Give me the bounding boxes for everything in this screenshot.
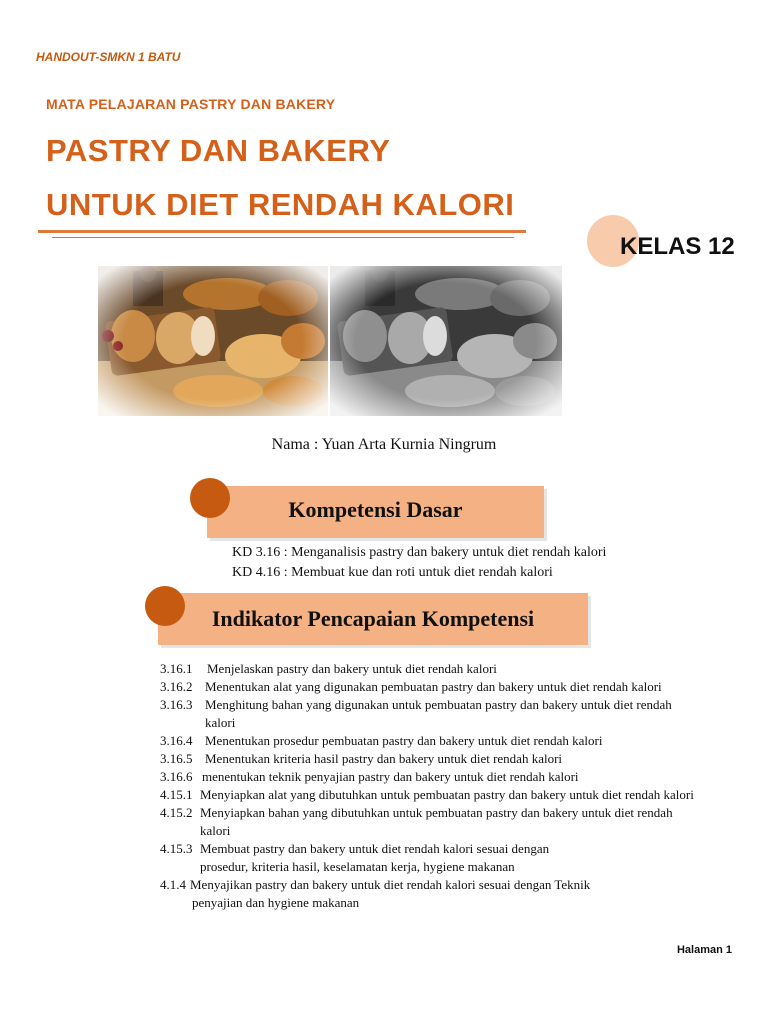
pastry-photo-grayscale: [330, 266, 562, 416]
ipk-heading: Indikator Pencapaian Kompetensi: [211, 606, 535, 631]
indicator-text: Menghitung bahan yang digunakan untuk pembuatan pastry dan bakery untuk diet rendah: [205, 697, 672, 712]
indicator-text: Menentukan prosedur pembuatan pastry dan bakery untuk diet rendah kalori: [205, 733, 603, 748]
indicator-number: 3.16.1: [160, 661, 193, 676]
indicator-item: [160, 678, 662, 696]
indicator-item: [160, 804, 673, 822]
indicator-continuation: prosedur, kriteria hasil, keselamatan kerja, hygiene makanan: [200, 859, 515, 874]
title-underline-thin: [52, 237, 514, 238]
kd-item: KD 3.16 : Menganalisis pastry dan bakery untuk diet rendah kalori: [232, 545, 607, 560]
indicator-number: 4.15.3: [160, 841, 193, 856]
indicator-continuation: penyajian dan hygiene makanan: [192, 895, 360, 910]
indicator-text: Menjelaskan pastry dan bakery untuk diet rendah kalori: [207, 661, 497, 676]
indicator-item: [160, 732, 602, 750]
indicator-item: [160, 660, 497, 678]
kd-item: KD 4.16 : Membuat kue dan roti untuk diet rendah kalori: [232, 565, 553, 580]
indicator-number: 3.16.3: [160, 697, 193, 712]
indicator-item: [160, 840, 549, 858]
indicator-number: 4.1.4: [160, 877, 186, 892]
indicator-item: [160, 750, 562, 768]
indicator-number: 4.15.1: [160, 787, 193, 802]
indicator-text: Membuat pastry dan bakery untuk diet rendah kalori sesuai dengan: [200, 841, 550, 856]
indicator-item: [160, 786, 694, 804]
subject-heading: MATA PELAJARAN PASTRY DAN BAKERY: [46, 96, 336, 112]
indicator-number: 3.16.4: [160, 733, 193, 748]
grade-label: KELAS 12: [620, 233, 735, 260]
indicator-text: menentukan teknik penyajian pastry dan bakery untuk diet rendah kalori: [202, 769, 579, 784]
indicator-number: 4.15.2: [160, 805, 193, 820]
indicator-text: Menyajikan pastry dan bakery untuk diet rendah kalori sesuai dengan Teknik: [190, 877, 591, 892]
indicator-number: 3.16.6: [160, 769, 193, 784]
indicator-text: Menyiapkan alat yang dibutuhkan untuk pembuatan pastry dan bakery untuk diet rendah kalori: [200, 787, 694, 802]
indicator-text: Menentukan alat yang digunakan pembuatan pastry dan bakery untuk diet rendah kalori: [205, 679, 662, 694]
indicator-continuation: kalori: [205, 715, 236, 730]
indicator-text: Menentukan kriteria hasil pastry dan bakery untuk diet rendah kalori: [205, 751, 563, 766]
indicator-item: [160, 696, 672, 714]
pastry-photo-color: [98, 266, 328, 416]
student-name: Nama : Yuan Arta Kurnia Ningrum: [271, 436, 497, 453]
title-line-2: UNTUK DIET RENDAH KALORI: [46, 187, 515, 222]
indicator-item: [160, 876, 590, 894]
indicator-item: [160, 768, 579, 786]
indicator-continuation: kalori: [200, 823, 231, 838]
page-number: Halaman 1: [676, 944, 732, 956]
indicator-number: 3.16.2: [160, 679, 193, 694]
title-line-1: PASTRY DAN BAKERY: [46, 133, 391, 168]
indicator-text: Menyiapkan bahan yang dibutuhkan untuk pembuatan pastry dan bakery untuk diet rendah: [200, 805, 673, 820]
handout-label: HANDOUT-SMKN 1 BATU: [36, 50, 181, 64]
indicator-number: 3.16.5: [160, 751, 193, 766]
title-underline: [38, 230, 526, 233]
kd-heading: Kompetensi Dasar: [288, 497, 463, 522]
